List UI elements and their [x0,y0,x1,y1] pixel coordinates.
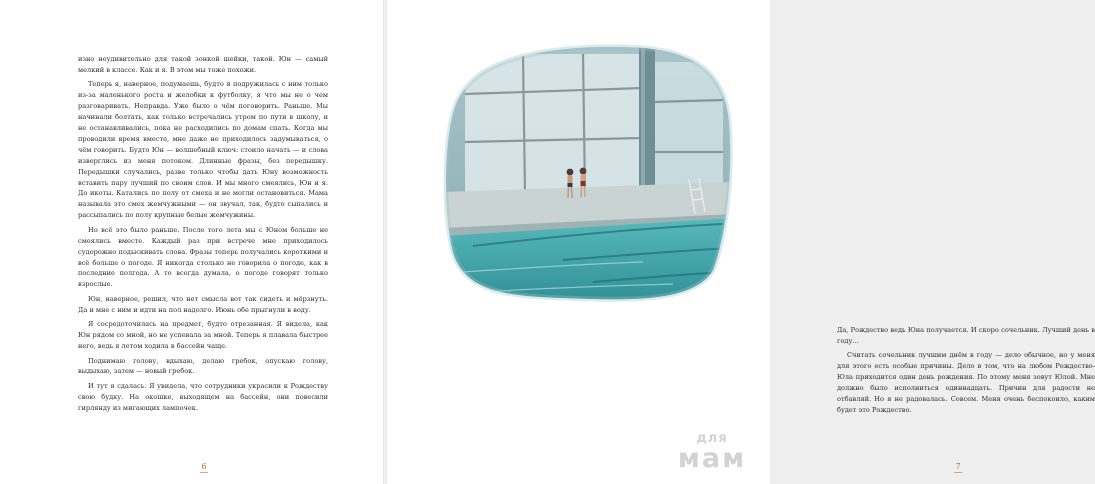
page-number-right: 7 [948,462,968,473]
watermark [672,432,752,472]
paragraph: Но всё это было раньше. После того лета мы с Юном больше не смеялись вместе. Каждый раз при встрече мне приходилось судорожно подыскивать слова. Фразы теперь получались короткими и всё больше о погоде. Я никогда столько не говорила о погоде, как в последние полгода. А то всегда думала, о погоде говорят только взрослые. [78,225,328,289]
book-spine-gutter [383,0,387,484]
paragraph: Юн, наверное, решил, что нет смысла вот так сидеть и мёрзнуть. Да и мне с ним и идти на пол надолго. Июнь обе прыгнули в воду. [78,294,328,314]
paragraph: Да, Рождество ведь Юна получается. И скоро сочельник. Лучший день в году… [837,326,1095,345]
watermark-line-1: для [696,431,728,446]
paragraph: И тут я сдалась. Я увидела, что сотрудники украсили к Рождеству свою будку. На окошке, выходящем на бассейн, они повесили гирлянду из мигающих лампочек. [78,381,328,412]
swimming-pool-illustration [443,42,733,304]
left-page-text [78,54,328,417]
paragraph: изно неудивительно для такой зонкой шейки, такой. Юн — самый мелкий в классе. Как и я. В этом мы тоже похожи. [78,55,328,74]
left-page [0,0,385,484]
right-page-text [837,325,1095,419]
paragraph: Теперь я, наверное, подумаешь, будто я подружилась с ним только из-за маленького роста и желобки к футболку, я что мы не о чем разговаривать. Неправда. Уже было о чём поговорить. Раньше. Мы начинали болтать, как только встречались утром по пути в школу, и не останавливались, пока не расходились по домам спать. Когда мы проводили время вместе, мне даже не приходилось задумываться, о чём говорить. Будто Юн — волшебный ключ: стоило начать — и слова изверглись из меня потоком. Длинные фразы, без передышку. Передышки случались, разве только чтобы дать Юну возможность вставить пару лучший по своим слов. И мы много смеялись, Юн и я. До икоты. Катались по полу от смеха и не могли остановиться. Мама называла это смех жемчужными — он звучал, так, будто сыпались и рассыпались по полу крупные белые жемчужины. [78,80,328,220]
watermark-line-2: мам [677,443,747,474]
paragraph: Я сосредоточилась на предмет, будто отрезанная. Я видела, как Юн рядом со мной, но не успевала за мной. Теперь я плавала быстрее него, ведь я летом ходила в бассейн чаще. [78,320,328,351]
paragraph: Поднимаю голову, вдыхаю, делаю гребок, опускаю голову, выдыхаю, затем — новый гребок. [78,356,328,376]
page-number-left: 6 [194,462,214,473]
paragraph: Считать сочельник лучшим днём в году — дело обычное, но у меня для этого есть особые причины. Дело в том, что на любом Рождество-Юла приходится один день рождения. По этому меня зовут Юлой. Мне должно было исполниться одиннадцать. Причин для радости не отбавляй. Но я не радовалась. Совсем. Меня очень беспокоило, каким будет это Рождество. [837,351,1095,414]
